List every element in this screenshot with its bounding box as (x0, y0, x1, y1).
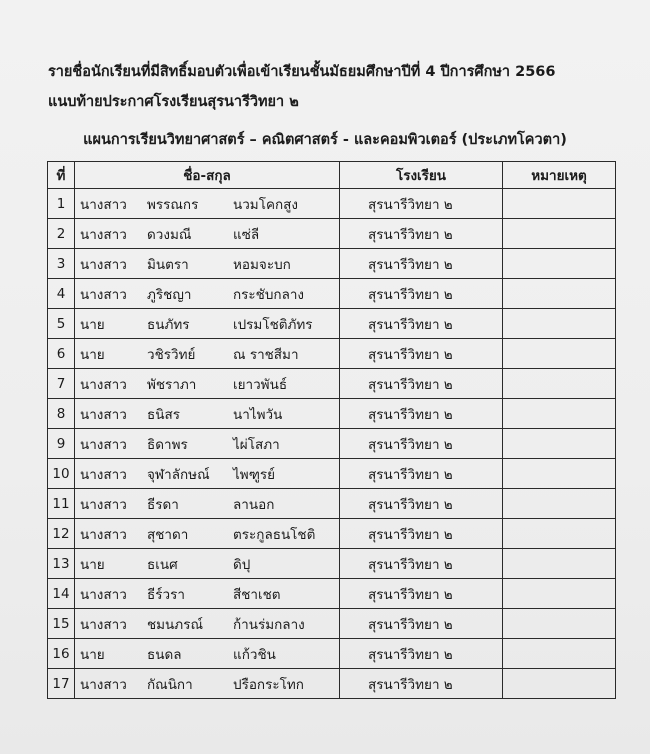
row-number: 6 (48, 339, 75, 369)
note-cell (503, 309, 616, 339)
name-prefix: นางสาว (80, 436, 127, 453)
first-name: สุชาดา (147, 526, 189, 543)
note-cell (503, 369, 616, 399)
table-row (48, 459, 616, 489)
student-name (75, 399, 340, 429)
name-prefix: นางสาว (80, 586, 127, 603)
last-name: ตระกูลธนโชติ (233, 526, 316, 543)
first-name: ธิดาพร (147, 436, 188, 453)
table-row (48, 579, 616, 609)
table-row (48, 279, 616, 309)
school-name: สุรนารีวิทยา ๒ (340, 399, 503, 429)
name-prefix: นางสาว (80, 496, 127, 513)
last-name: เยาวพันธ์ (233, 376, 288, 393)
name-prefix: นาย (80, 316, 105, 333)
document-title: รายชื่อนักเรียนที่มีสิทธิ์มอบตัวเพื่อเข้าเรียนชั้นมัธยมศึกษาปีที่ 4 ปีการศึกษา 2566 (48, 64, 556, 80)
first-name: ชมนภรณ์ (147, 616, 203, 633)
table-row (48, 249, 616, 279)
row-number: 17 (48, 669, 75, 699)
first-name: ดวงมณี (147, 226, 192, 243)
last-name: ไผ่โสภา (233, 436, 280, 453)
name-prefix: นางสาว (80, 466, 127, 483)
row-number: 11 (48, 489, 75, 519)
school-name: สุรนารีวิทยา ๒ (340, 219, 503, 249)
student-name (75, 369, 340, 399)
last-name: เปรมโชติภัทร (233, 316, 313, 333)
program-heading: แผนการเรียนวิทยาศาสตร์ – คณิตศาสตร์ - และคอมพิวเตอร์ (ประเภทโควตา) (83, 132, 567, 148)
table-row (48, 369, 616, 399)
table-row (48, 669, 616, 699)
school-name: สุรนารีวิทยา ๒ (340, 549, 503, 579)
school-name: สุรนารีวิทยา ๒ (340, 579, 503, 609)
table-row (48, 219, 616, 249)
last-name: แซ่ลี (233, 226, 260, 243)
name-prefix: นางสาว (80, 526, 127, 543)
note-cell (503, 549, 616, 579)
name-prefix: นาย (80, 646, 105, 663)
school-name: สุรนารีวิทยา ๒ (340, 189, 503, 219)
student-name (75, 519, 340, 549)
first-name: ธนิสร (147, 406, 180, 423)
first-name: ธนดล (147, 646, 182, 663)
note-cell (503, 399, 616, 429)
student-name (75, 339, 340, 369)
name-prefix: นาย (80, 556, 105, 573)
student-table (47, 161, 616, 699)
last-name: สีชาเชต (233, 586, 281, 603)
student-name (75, 309, 340, 339)
row-number: 1 (48, 189, 75, 219)
first-name: จุฬาลักษณ์ (147, 466, 210, 483)
student-name (75, 579, 340, 609)
last-name: นวมโคกสูง (233, 196, 298, 213)
table-row (48, 429, 616, 459)
first-name: กัณนิกา (147, 676, 193, 693)
note-cell (503, 489, 616, 519)
table-body (48, 189, 616, 699)
last-name: แก้วชิน (233, 646, 276, 663)
school-name: สุรนารีวิทยา ๒ (340, 639, 503, 669)
name-prefix: นางสาว (80, 406, 127, 423)
row-number: 9 (48, 429, 75, 459)
table-row (48, 519, 616, 549)
name-prefix: นางสาว (80, 616, 127, 633)
header-name: ชื่อ-สกุล (75, 162, 340, 189)
first-name: ภูริชญา (147, 286, 192, 303)
first-name: มินตรา (147, 256, 189, 273)
student-name (75, 549, 340, 579)
row-number: 10 (48, 459, 75, 489)
student-name (75, 219, 340, 249)
name-prefix: นางสาว (80, 286, 127, 303)
school-name: สุรนารีวิทยา ๒ (340, 429, 503, 459)
table-row (48, 489, 616, 519)
student-name (75, 189, 340, 219)
last-name: ไพฑูรย์ (233, 466, 276, 483)
row-number: 4 (48, 279, 75, 309)
school-name: สุรนารีวิทยา ๒ (340, 669, 503, 699)
table-row (48, 399, 616, 429)
last-name: นาไพวัน (233, 406, 283, 423)
school-name: สุรนารีวิทยา ๒ (340, 249, 503, 279)
school-name: สุรนารีวิทยา ๒ (340, 489, 503, 519)
school-name: สุรนารีวิทยา ๒ (340, 459, 503, 489)
school-name: สุรนารีวิทยา ๒ (340, 609, 503, 639)
name-prefix: นางสาว (80, 256, 127, 273)
note-cell (503, 579, 616, 609)
row-number: 12 (48, 519, 75, 549)
row-number: 16 (48, 639, 75, 669)
table-row (48, 549, 616, 579)
school-name: สุรนารีวิทยา ๒ (340, 339, 503, 369)
last-name: ก้านร่มกลาง (233, 616, 305, 633)
first-name: พัชราภา (147, 376, 197, 393)
note-cell (503, 669, 616, 699)
table-row (48, 609, 616, 639)
row-number: 2 (48, 219, 75, 249)
note-cell (503, 339, 616, 369)
name-prefix: นางสาว (80, 376, 127, 393)
school-name: สุรนารีวิทยา ๒ (340, 279, 503, 309)
name-prefix: นางสาว (80, 196, 127, 213)
student-name (75, 489, 340, 519)
school-name: สุรนารีวิทยา ๒ (340, 519, 503, 549)
row-number: 5 (48, 309, 75, 339)
row-number: 13 (48, 549, 75, 579)
student-name (75, 459, 340, 489)
first-name: ธีรดา (147, 496, 179, 513)
table-row (48, 309, 616, 339)
first-name: พรรณกร (147, 196, 199, 213)
last-name: ณ ราชสีมา (233, 346, 299, 363)
school-name: สุรนารีวิทยา ๒ (340, 369, 503, 399)
note-cell (503, 219, 616, 249)
note-cell (503, 249, 616, 279)
name-prefix: นางสาว (80, 676, 127, 693)
student-name (75, 429, 340, 459)
first-name: ธีร์วรา (147, 586, 185, 603)
name-prefix: นาย (80, 346, 105, 363)
document-subtitle: แนบท้ายประกาศโรงเรียนสุรนารีวิทยา ๒ (48, 94, 299, 110)
last-name: ดิปุ (233, 556, 251, 573)
table-row (48, 339, 616, 369)
student-name (75, 639, 340, 669)
header-note: หมายเหตุ (503, 162, 616, 189)
row-number: 7 (48, 369, 75, 399)
last-name: หอมจะบก (233, 256, 291, 273)
first-name: วชิรวิทย์ (147, 346, 196, 363)
student-name (75, 669, 340, 699)
name-prefix: นางสาว (80, 226, 127, 243)
note-cell (503, 519, 616, 549)
student-name (75, 249, 340, 279)
note-cell (503, 609, 616, 639)
header-number: ที่ (48, 162, 75, 189)
first-name: ธเนศ (147, 556, 178, 573)
row-number: 3 (48, 249, 75, 279)
row-number: 8 (48, 399, 75, 429)
student-name (75, 279, 340, 309)
header-school: โรงเรียน (340, 162, 503, 189)
row-number: 15 (48, 609, 75, 639)
table-row (48, 189, 616, 219)
last-name: ลานอก (233, 496, 275, 513)
first-name: ธนภัทร (147, 316, 190, 333)
note-cell (503, 279, 616, 309)
note-cell (503, 459, 616, 489)
last-name: กระชับกลาง (233, 286, 305, 303)
note-cell (503, 429, 616, 459)
note-cell (503, 189, 616, 219)
school-name: สุรนารีวิทยา ๒ (340, 309, 503, 339)
student-name (75, 609, 340, 639)
row-number: 14 (48, 579, 75, 609)
last-name: ปรือกระโทก (233, 676, 304, 693)
table-header-row (48, 162, 616, 189)
note-cell (503, 639, 616, 669)
table-row (48, 639, 616, 669)
